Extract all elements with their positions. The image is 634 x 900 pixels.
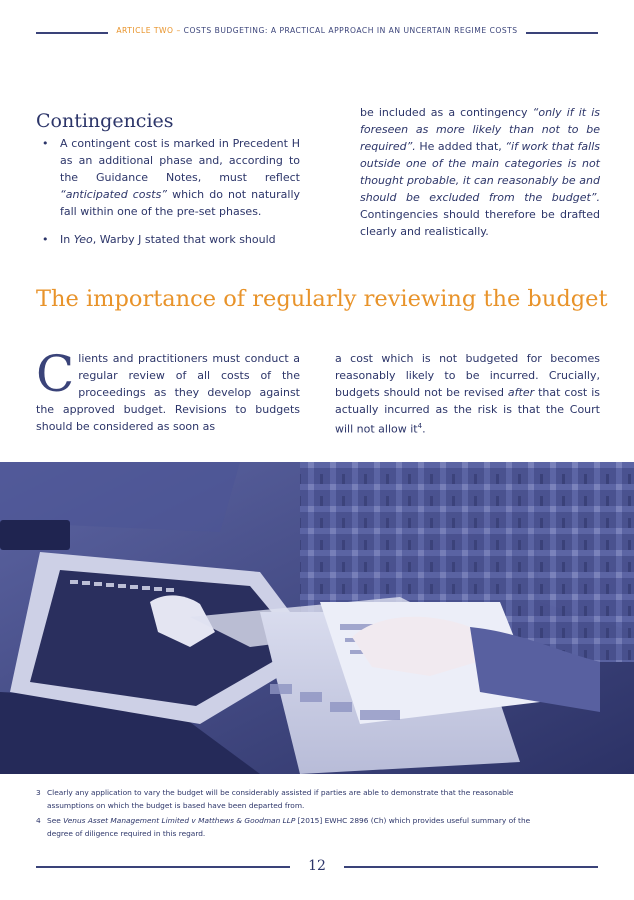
bullet2-text-end: , Warby J stated that work should	[92, 233, 276, 246]
header-title: COSTS BUDGETING: A PRACTICAL APPROACH IN AN UNCERTAIN REGIME COSTS	[183, 26, 518, 35]
photo-illustration	[0, 462, 634, 774]
page-number: 12	[308, 858, 326, 874]
bullet1-text-end: which do not naturally fall within one of the pre-set phases.	[60, 188, 301, 218]
header-separator: –	[173, 26, 184, 35]
drop-cap: C	[36, 345, 75, 403]
contingencies-bullet-list	[36, 135, 300, 259]
review-left-column	[36, 345, 300, 435]
review-right-text: a cost which is not budgeted for becomes reasonably likely to be incurred. Crucially, budgets should not be revised	[335, 352, 600, 399]
footnote-number: 4	[36, 816, 41, 825]
footnote-ref-4: 4	[417, 422, 423, 430]
bullet-item-yeo	[36, 231, 300, 248]
right-col-text: be included as a contingency	[360, 106, 533, 119]
footnote-number: 3	[36, 788, 41, 797]
footer-rule-right	[344, 866, 598, 868]
contingencies-heading: Contingencies	[36, 110, 174, 132]
contingencies-right-column	[360, 104, 600, 240]
review-right-emphasis: after	[507, 386, 535, 399]
right-col-text-end: Contingencies should therefore be drafted clearly and realistically.	[360, 208, 600, 238]
bullet2-text: In	[60, 233, 74, 246]
review-left-text: lients and practitioners must conduct a regular review of all costs of the proceedings as they develop against the approved budget. Revisions to budgets should be considered as soon as	[36, 352, 300, 433]
footnote-text: Clearly any application to vary the budget will be considerably assisted if parties are able to demonstrate that the reasonable assumptions on which the budget is based have been departed from.	[47, 788, 514, 810]
footnote-4	[36, 814, 556, 840]
footnote-3	[36, 786, 556, 812]
bullet-item-precedent-h	[36, 135, 300, 220]
footnote-case-name: Venus Asset Management Limited v Matthews & Goodman LLP	[63, 816, 296, 825]
review-right-period: .	[422, 422, 426, 436]
right-col-quote2: “if work that falls outside one of the main categories is not thought probable, it can reasonably be and should be excluded from the budget”.	[360, 140, 600, 204]
review-heading: The importance of regularly reviewing the budget	[36, 286, 608, 312]
review-right-text-end: that cost is actually incurred as the risk is that the Court will not allow it	[335, 386, 600, 436]
review-right-column	[335, 350, 600, 438]
right-col-quote1: “only if it is foreseen as more likely than not to be required”.	[360, 106, 600, 153]
footnote-text-end: [2015] EWHC 2896 (Ch) which provides useful summary of the degree of diligence required in this regard.	[47, 816, 531, 838]
right-col-text-mid: He added that,	[415, 140, 506, 153]
laptop-budget-photo	[0, 462, 634, 774]
bullet1-text: A contingent cost is marked in Precedent H as an additional phase and, according to the Guidance Notes, must reflect	[60, 137, 300, 184]
running-header	[0, 26, 634, 35]
header-rule-right	[526, 32, 598, 34]
article-label: ARTICLE TWO	[116, 26, 174, 35]
bullet1-quote: “anticipated costs”	[60, 188, 168, 201]
footnote-text: See	[47, 816, 64, 825]
bullet2-case-name: Yeo	[73, 233, 93, 246]
